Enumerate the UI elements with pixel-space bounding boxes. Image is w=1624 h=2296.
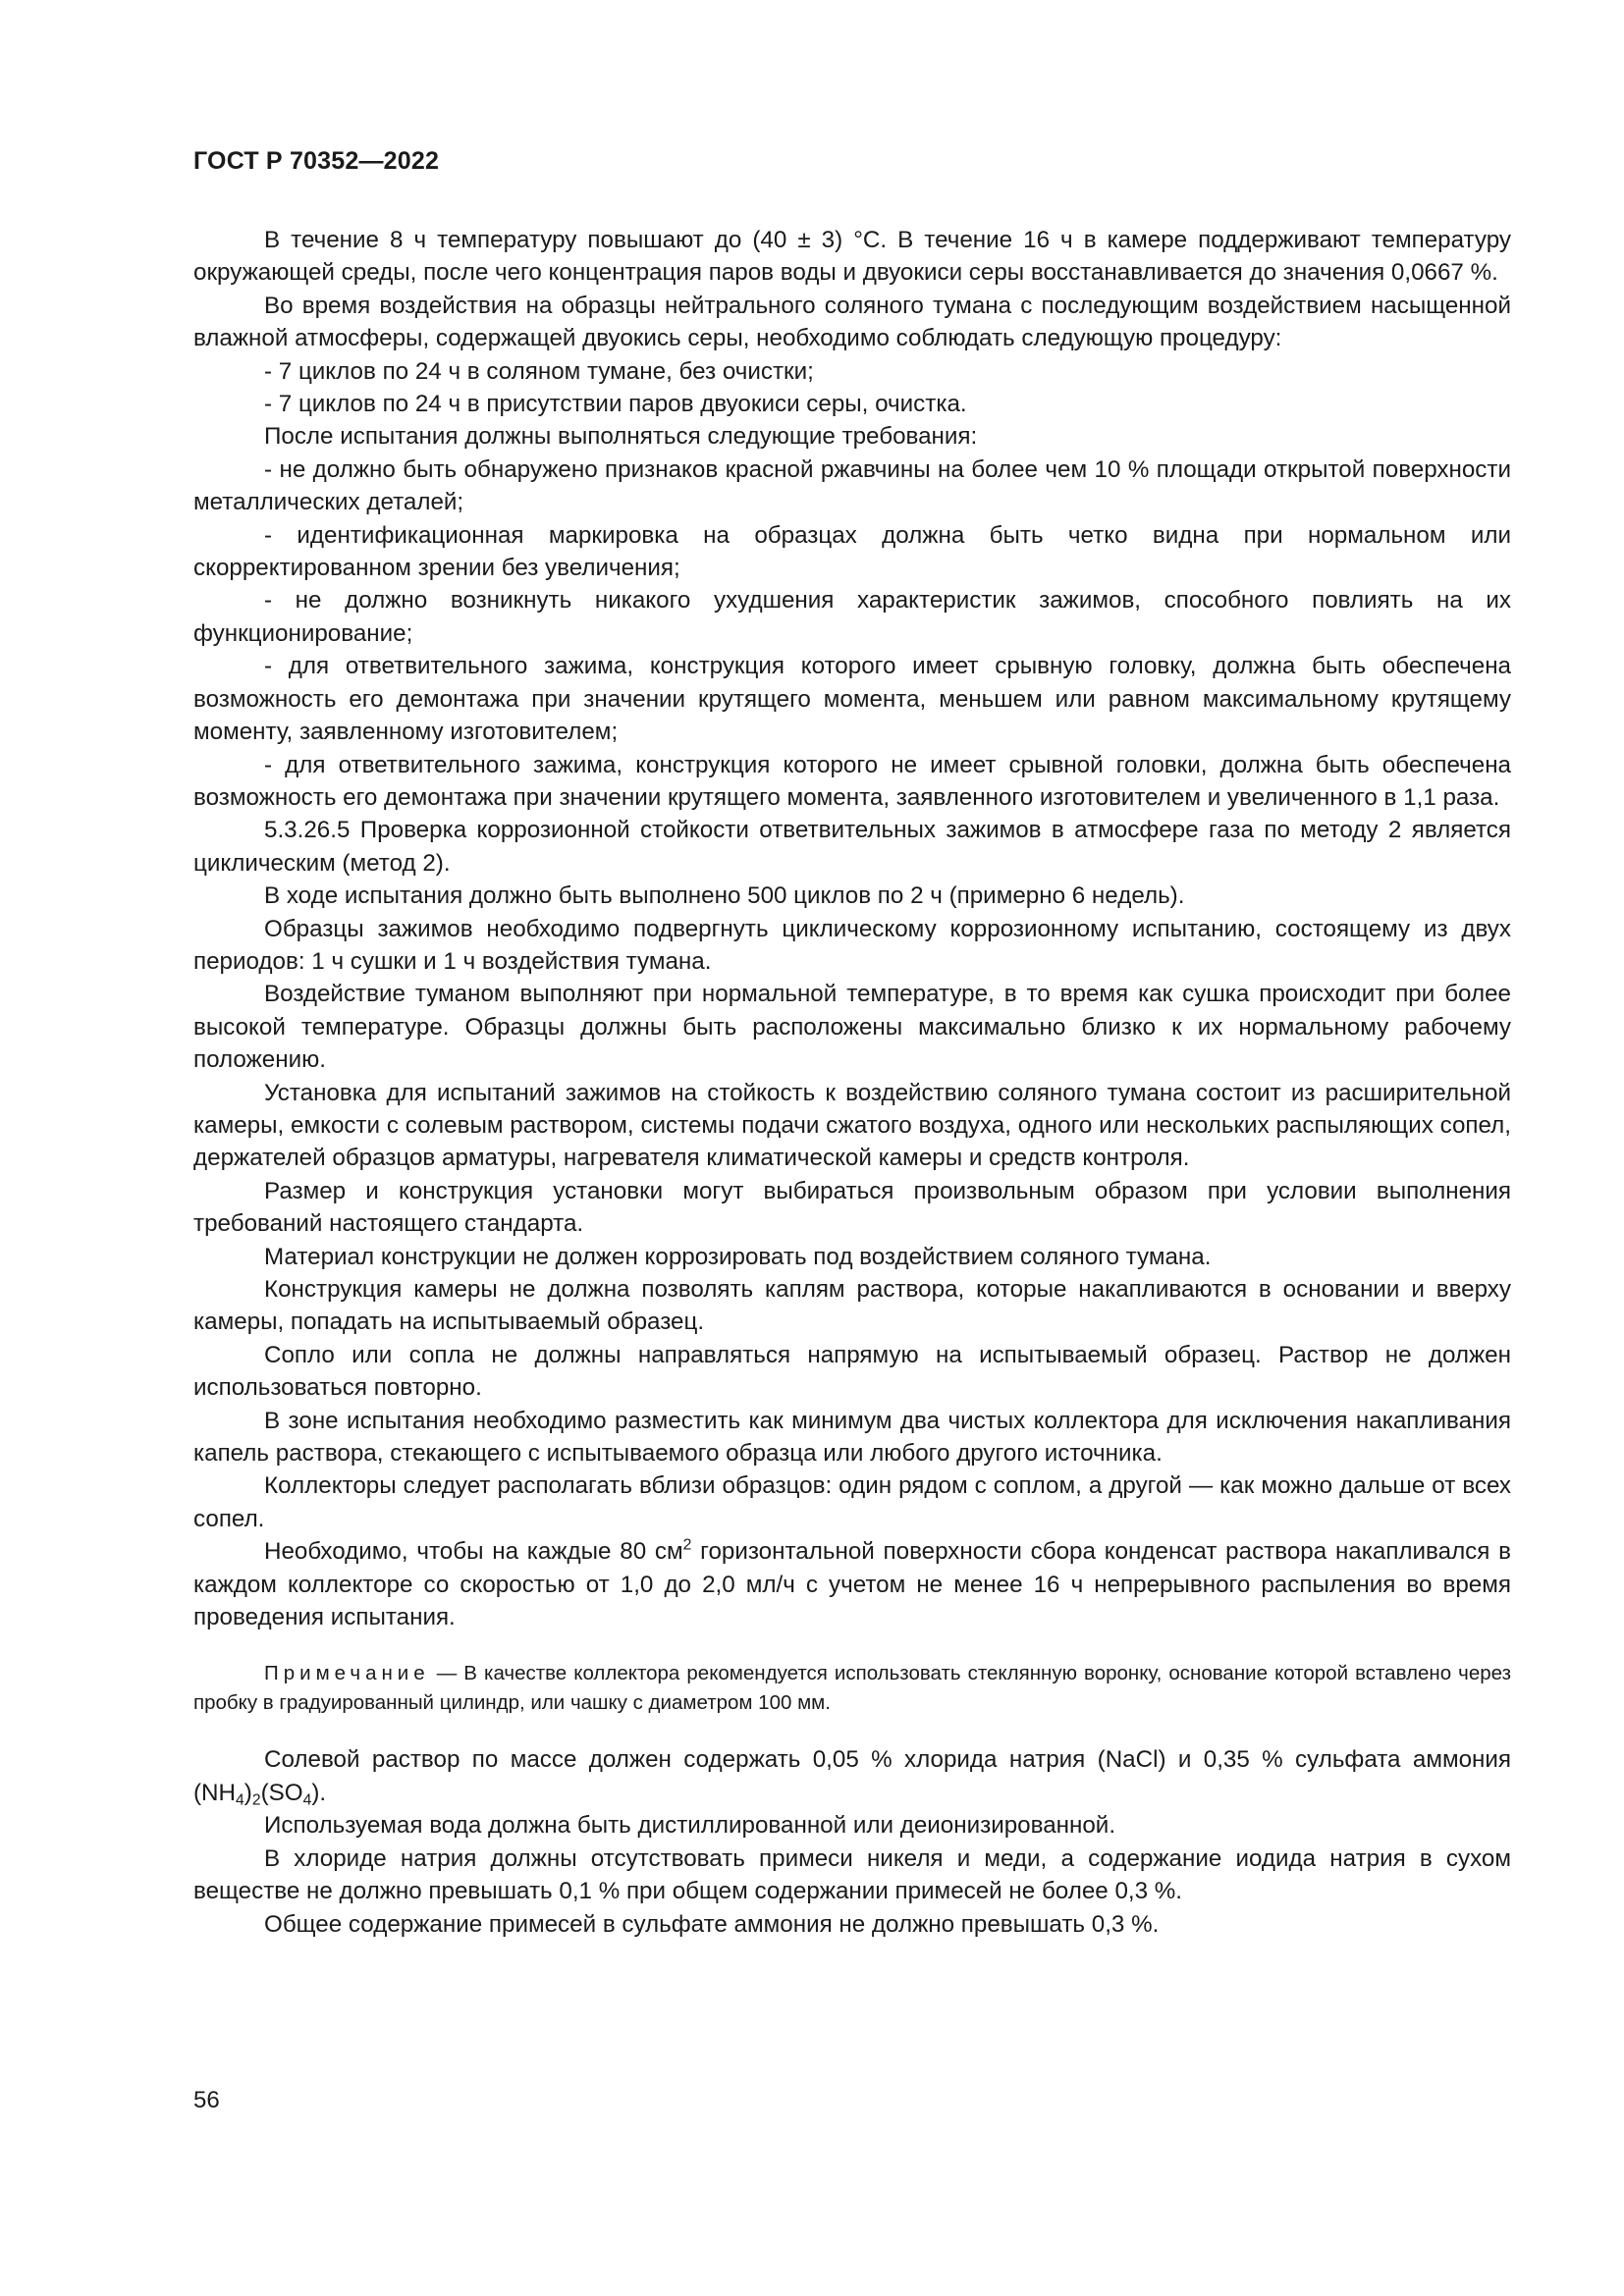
note bbox=[193, 1659, 1511, 1718]
paragraph: Коллекторы следует располагать вблизи образцов: один рядом с соплом, а другой — как можно дальше от всех сопел. bbox=[193, 1472, 1511, 1532]
paragraph: Материал конструкции не должен коррозировать под воздействием соляного тумана. bbox=[264, 1243, 1212, 1270]
paragraph: Воздействие туманом выполняют при нормальной температуре, в то время как сушка происходит при более высокой температуре. Образцы должны быть расположены максимально близко к их нормальному рабочему положению. bbox=[193, 981, 1511, 1074]
note-text: — В качестве коллектора рекомендуется использовать стеклянную воронку, основание которой вставлено через пробку в градуированный цилиндр, или чашку с диаметром 100 мм. bbox=[193, 1662, 1511, 1715]
salt-text-before: Солевой раствор по массе должен содержать 0,05 % хлорида натрия (NaCl) и 0,35 % сульфата аммония (NH bbox=[193, 1746, 1511, 1806]
paragraph: В ходе испытания должно быть выполнено 500 циклов по 2 ч (примерно 6 недель). bbox=[264, 882, 1185, 910]
salt-text: (SO bbox=[260, 1779, 303, 1806]
area-paragraph bbox=[193, 1535, 1511, 1633]
paragraph: Во время воздействия на образцы нейтрального соляного тумана с последующим воздействием насыщенной влажной атмосферы, содержащей двуокись серы, необходимо соблюдать следующую процедуру: bbox=[193, 292, 1511, 352]
list-item: - для ответвительного зажима, конструкция которого не имеет срывной головки, должна быть обеспечена возможность его демонтажа при значении крутящего момента, заявленного изготовителем и увеличенного в 1,1 раза. bbox=[193, 751, 1511, 811]
salt-paragraph bbox=[193, 1743, 1511, 1809]
paragraph: Сопло или сопла не должны направляться напрямую на испытываемый образец. Раствор не должен использоваться повторно. bbox=[193, 1341, 1511, 1402]
list-item: - не должно быть обнаружено признаков красной ржавчины на более чем 10 % площади открытой поверхности металлических деталей; bbox=[193, 455, 1511, 516]
document-body bbox=[193, 224, 1511, 1941]
paragraph: Образцы зажимов необходимо подвергнуть циклическому коррозионному испытанию, состоящему из двух периодов: 1 ч сушки и 1 ч воздействия тумана. bbox=[193, 915, 1511, 975]
page-number: 56 bbox=[193, 2087, 220, 2113]
salt-text-after: ). bbox=[311, 1779, 327, 1806]
paragraph: Используемая вода должна быть дистиллированной или деионизированной. bbox=[264, 1812, 1116, 1840]
section-paragraph: 5.3.26.5 Проверка коррозионной стойкости ответвительных зажимов в атмосфере газа по методу 2 является циклическим (метод 2). bbox=[193, 817, 1511, 877]
document-code-header: ГОСТ Р 70352—2022 bbox=[193, 147, 440, 175]
paragraph: Конструкция камеры не должна позволять каплям раствора, которые накапливаются в основании и вверху камеры, попадать на испытываемый образец. bbox=[193, 1276, 1511, 1336]
paragraph: В течение 8 ч температуру повышают до (40 ± 3) °С. В течение 16 ч в камере поддерживают температуру окружающей среды, после чего концентрация паров воды и двуокиси серы восстанавливается до значения 0,0667 %. bbox=[193, 227, 1511, 287]
area-text-after: горизонтальной поверхности сбора конденсат раствора накапливался в каждом коллекторе со скоростью от 1,0 до 2,0 мл/ч с учетом не менее 16 ч непрерывного распыления во время проведения испытания. bbox=[193, 1538, 1511, 1631]
paragraph: Общее содержание примесей в сульфате аммония не должно превышать 0,3 %. bbox=[264, 1910, 1160, 1938]
paragraph: Размер и конструкция установки могут выбираться произвольным образом при условии выполнения требований настоящего стандарта. bbox=[193, 1177, 1511, 1238]
subscript: 2 bbox=[251, 1791, 261, 1809]
list-item: - идентификационная маркировка на образцах должна быть четко видна при нормальном или скорректированном зрении без увеличения; bbox=[193, 521, 1511, 582]
list-item: - 7 циклов по 24 ч в присутствии паров двуокиси серы, очистка. bbox=[264, 391, 967, 418]
note-label: Примечание bbox=[264, 1662, 430, 1685]
list-item: - для ответвительного зажима, конструкция которого имеет срывную головку, должна быть обеспечена возможность его демонтажа при значении крутящего момента, меньшем или равном максимальному крутящему моменту, заявленному изготовителем; bbox=[193, 653, 1511, 746]
salt-text: ) bbox=[244, 1779, 252, 1806]
list-item: - не должно возникнуть никакого ухудшения характеристик зажимов, способного повлиять на их функционирование; bbox=[193, 587, 1511, 647]
list-item: - 7 циклов по 24 ч в соляном тумане, без очистки; bbox=[264, 357, 814, 385]
superscript: 2 bbox=[682, 1536, 692, 1554]
area-text-before: Необходимо, чтобы на каждые 80 см bbox=[264, 1538, 683, 1566]
subscript: 4 bbox=[302, 1791, 312, 1809]
paragraph: В хлориде натрия должны отсутствовать примеси никеля и меди, а содержание иодида натрия в сухом веществе не должно превышать 0,1 % при общем содержании примесей не более 0,3 %. bbox=[193, 1844, 1511, 1905]
subscript: 4 bbox=[236, 1791, 244, 1809]
paragraph: Установка для испытаний зажимов на стойкость к воздействию соляного тумана состоит из расширительной камеры, емкости с солевым раствором, системы подачи сжатого воздуха, одного или нескольких распыляющих сопел, держателей образцов арматуры, нагревателя климатической камеры и средств контроля. bbox=[193, 1079, 1511, 1172]
paragraph: После испытания должны выполняться следующие требования: bbox=[264, 423, 978, 451]
paragraph: В зоне испытания необходимо разместить как минимум два чистых коллектора для исключения накапливания капель раствора, стекающего с испытываемого образца или любого другого источника. bbox=[193, 1407, 1511, 1468]
